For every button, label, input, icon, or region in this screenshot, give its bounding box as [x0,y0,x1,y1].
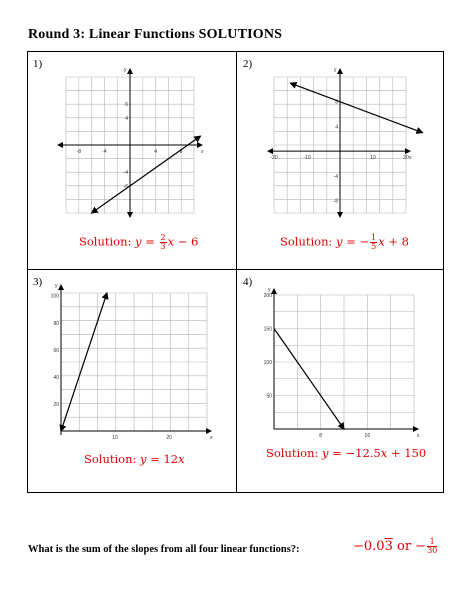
y-tick-label: 200 [263,293,272,299]
sum-answer [353,538,438,555]
x-tick-label: -10 [303,155,311,162]
solution-4-y: y [322,446,329,460]
solution-4-prefix: Solution: [266,446,323,460]
solution-1-fraction [160,234,167,251]
page-title: Round 3: Linear Functions SOLUTIONS [28,27,283,42]
function-line [92,136,201,213]
problem-2-number: 2) [243,58,253,70]
y-tick-label: -4 [123,170,128,177]
solution-2-frac-num: 1 [371,233,377,242]
x-tick-label: 20 [166,435,172,441]
y-tick-label: 8 [335,99,338,106]
solution-2-x: x [378,234,385,249]
solution-3-prefix: Solution: [84,452,141,466]
x-tick-label: 10 [112,435,118,441]
y-tick-label: 6 [125,102,128,109]
y-tick-label: -8 [333,198,338,205]
x-tick-label: 20 [403,155,409,162]
x-tick-label: 10 [370,155,376,162]
x-axis-label: x [201,149,204,155]
solution-4-rest: + 150 [387,446,427,460]
x-tick-label: 4 [154,149,157,155]
solution-1-y: y [135,234,142,249]
solution-4-eq: = −12.5 [328,446,381,460]
graph-4 [258,285,428,440]
answer-decimal: −0.0 [353,539,385,554]
grid-divider-vertical [236,52,237,492]
solution-1-prefix: Solution: [79,234,136,249]
problem-3-solution [84,452,185,466]
solution-1-eq: = [141,234,159,249]
solution-1-x: x [167,234,175,249]
y-tick-label: -4 [333,173,338,180]
y-axis-label: y [124,67,127,73]
grid-divider-horizontal [28,269,443,270]
y-tick-label: 60 [53,347,59,354]
x-axis-label: x [417,433,420,439]
solution-1-frac-num: 2 [160,233,166,242]
y-tick-label: 20 [53,401,59,408]
problem-1-solution [79,234,198,251]
solution-2-fraction [370,234,377,251]
solution-3-x: x [178,452,185,466]
y-tick-label: 4 [125,115,128,122]
x-tick-label: 8 [179,149,183,155]
graph-3 [48,280,213,445]
problem-2-solution [280,234,409,251]
solution-2-eq: = − [342,234,370,249]
x-axis-label: x [409,155,412,162]
y-tick-label: 150 [263,326,272,333]
solution-1-frac-den: 3 [160,242,166,251]
x-tick-label: 8 [319,433,323,439]
y-tick-label: 80 [53,320,59,327]
y-tick-label: 4 [335,124,338,131]
problem-3-number: 3) [33,276,43,288]
y-tick-label: 100 [263,360,272,366]
solution-3-eq: = 12 [146,452,179,466]
sum-question: What is the sum of the slopes from all four linear functions?: [28,544,300,555]
x-tick-label: -4 [102,149,107,155]
answer-frac-den: 30 [427,546,438,555]
solution-2-y: y [336,234,343,249]
y-tick-label: -6 [123,183,128,190]
x-tick-label: -8 [76,149,82,155]
solution-4-x: x [380,446,388,460]
problem-4-solution [266,446,426,460]
graph-1 [58,62,208,222]
x-tick-label: 16 [364,433,371,439]
solution-3-y: y [140,452,147,466]
y-axis-label: y [334,67,337,73]
graph-2 [264,62,414,222]
answer-repeating-digit: 3 [384,539,393,554]
solution-2-frac-den: 5 [371,242,377,251]
problem-4-number: 4) [243,276,253,288]
solution-1-rest: − 6 [174,234,199,249]
y-axis-label: y [55,283,58,289]
answer-or: or − [392,539,427,554]
answer-fraction [427,538,437,555]
solution-2-rest: + 8 [384,234,409,249]
y-tick-label: 50 [266,393,272,400]
y-axis-label: y [268,287,271,293]
y-tick-label: 100 [50,293,59,300]
y-tick-label: 40 [53,374,59,381]
x-axis-label: x [210,435,213,441]
answer-frac-num: 1 [427,538,437,547]
x-tick-label: -20 [270,155,278,162]
solution-2-prefix: Solution: [280,234,337,249]
problem-1-number: 1) [33,58,43,70]
